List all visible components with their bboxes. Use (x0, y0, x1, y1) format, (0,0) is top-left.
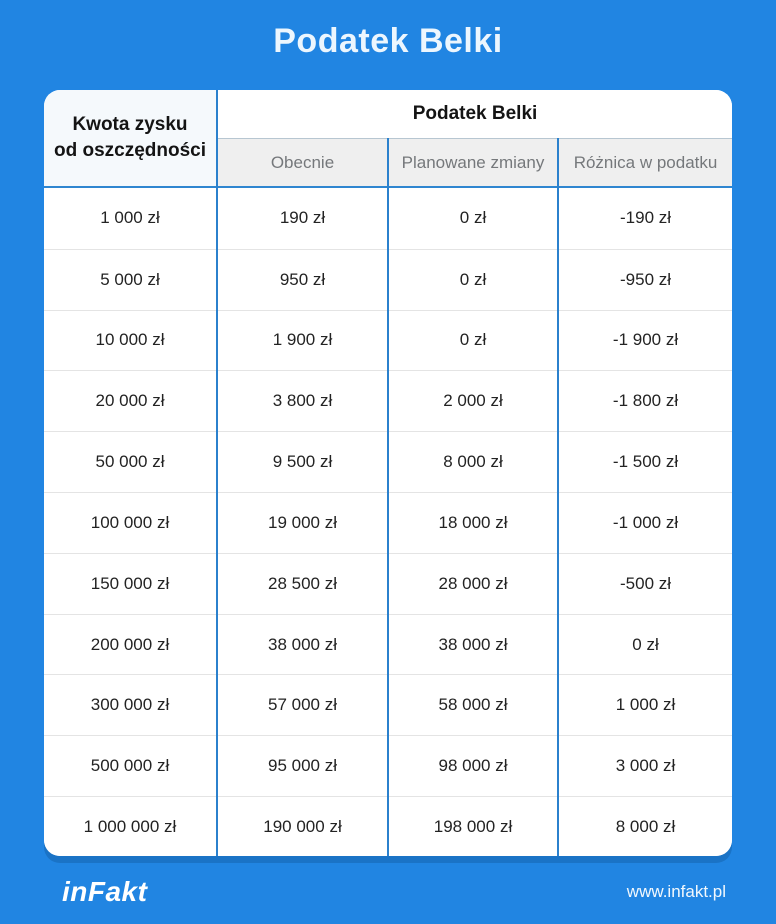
footer (0, 870, 776, 914)
table-cell: 9 500 zł (217, 432, 388, 493)
table-cell: 500 000 zł (44, 736, 217, 797)
table-cell: 190 zł (217, 187, 388, 249)
table-cell: 28 500 zł (217, 553, 388, 614)
table-cell: 28 000 zł (388, 553, 558, 614)
table-card (44, 90, 732, 856)
table-row (44, 797, 732, 856)
table-cell: 100 000 zł (44, 493, 217, 554)
table-cell: 150 000 zł (44, 553, 217, 614)
table-cell: 2 000 zł (388, 371, 558, 432)
page-title: Podatek Belki (273, 22, 503, 60)
table-cell: 20 000 zł (44, 371, 217, 432)
table-cell: 0 zł (388, 187, 558, 249)
table-cell: 190 000 zł (217, 797, 388, 856)
table-cell: 198 000 zł (388, 797, 558, 856)
table-cell: 38 000 zł (217, 614, 388, 675)
website-url: www.infakt.pl (626, 882, 726, 901)
table-cell: -950 zł (558, 249, 732, 310)
table-row (44, 310, 732, 371)
table-cell: 0 zł (558, 614, 732, 675)
table-cell: 57 000 zł (217, 675, 388, 736)
table-row (44, 614, 732, 675)
table-body (44, 187, 732, 856)
table-cell: 58 000 zł (388, 675, 558, 736)
group-header-cell: Podatek Belki (217, 90, 732, 139)
table-cell: 8 000 zł (558, 797, 732, 856)
table-cell: 950 zł (217, 249, 388, 310)
table-cell: -1 000 zł (558, 493, 732, 554)
corner-header-line2: od oszczędności (53, 140, 207, 161)
table-cell: 1 900 zł (217, 310, 388, 371)
table-cell: 19 000 zł (217, 493, 388, 554)
table-row (44, 675, 732, 736)
table-cell: 1 000 zł (558, 675, 732, 736)
table-cell: 50 000 zł (44, 432, 217, 493)
corner-header-cell (44, 90, 217, 187)
table-row (44, 432, 732, 493)
table-row (44, 371, 732, 432)
table-header (44, 90, 732, 187)
table-cell: 5 000 zł (44, 249, 217, 310)
table-cell: 3 800 zł (217, 371, 388, 432)
table-cell: 200 000 zł (44, 614, 217, 675)
infakt-logo: inFakt (62, 876, 148, 907)
table-cell: 3 000 zł (558, 736, 732, 797)
table-cell: -1 900 zł (558, 310, 732, 371)
table-cell: -190 zł (558, 187, 732, 249)
table-cell: 18 000 zł (388, 493, 558, 554)
table-cell: 38 000 zł (388, 614, 558, 675)
table-cell: 1 000 zł (44, 187, 217, 249)
table-row (44, 187, 732, 249)
table-cell: -1 500 zł (558, 432, 732, 493)
table-cell: -500 zł (558, 553, 732, 614)
table-cell: 95 000 zł (217, 736, 388, 797)
belka-tax-table (44, 90, 732, 856)
column-header-obecnie: Obecnie (217, 139, 388, 188)
table-cell: 98 000 zł (388, 736, 558, 797)
corner-header-line1: Kwota zysku (72, 114, 188, 136)
table-cell: 300 000 zł (44, 675, 217, 736)
table-row (44, 736, 732, 797)
table-row (44, 553, 732, 614)
table-cell: 10 000 zł (44, 310, 217, 371)
table-cell: 0 zł (388, 249, 558, 310)
table-row (44, 493, 732, 554)
column-header-roznica-w-podatku: Różnica w podatku (558, 139, 732, 188)
column-header-planowane-zmiany: Planowane zmiany (388, 139, 558, 188)
table-row (44, 249, 732, 310)
table-cell: 8 000 zł (388, 432, 558, 493)
table-cell: 0 zł (388, 310, 558, 371)
table-cell: -1 800 zł (558, 371, 732, 432)
table-cell: 1 000 000 zł (44, 797, 217, 856)
